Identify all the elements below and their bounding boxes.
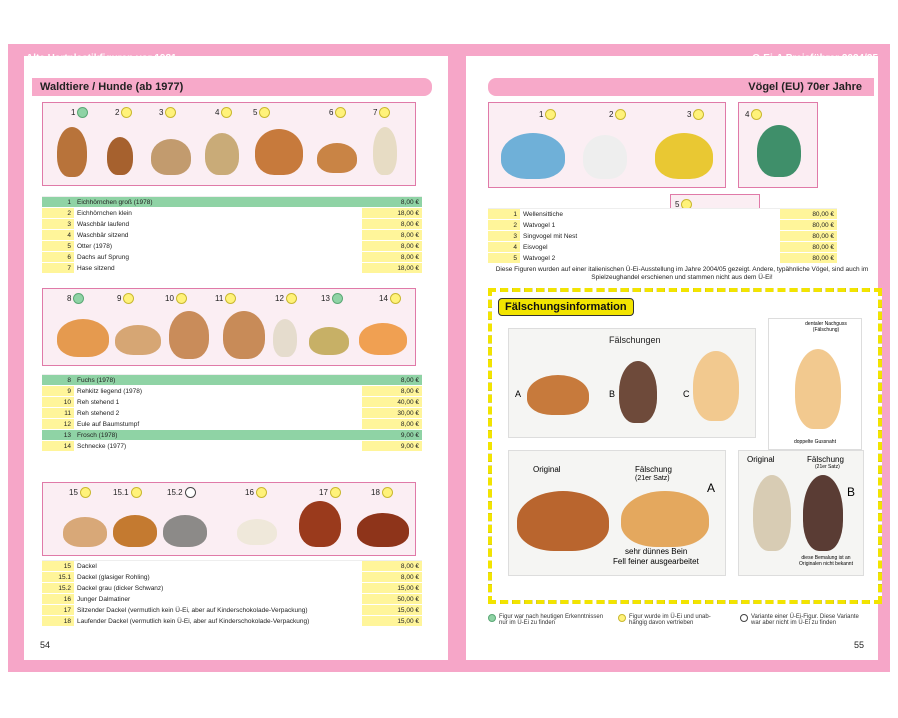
item-name: Eisvogel bbox=[520, 242, 664, 253]
photo-label: 2 bbox=[609, 109, 626, 120]
fake-label-b: B bbox=[609, 389, 616, 399]
item-name: Reh stehend 1 bbox=[74, 397, 362, 408]
item-price: 15,00 € bbox=[362, 605, 422, 616]
item-number: 5 bbox=[42, 241, 74, 252]
item-price: 18,00 € bbox=[362, 208, 422, 219]
item-name: Eichhörnchen groß (1978) bbox=[74, 197, 362, 208]
status-dot-yellow bbox=[330, 487, 341, 498]
photo-label: 15.1 bbox=[113, 487, 142, 498]
figurine-budgies bbox=[501, 133, 565, 179]
legend-text: nur im Ü-Ei zu finden bbox=[499, 620, 556, 626]
table-row bbox=[42, 430, 422, 441]
figurine-dachshund-glassy bbox=[113, 515, 157, 547]
item-name: Singvogel mit Nest bbox=[520, 231, 664, 242]
item-number: 18 bbox=[42, 616, 74, 627]
item-name: Sitzender Dackel (vermutlich kein Ü-Ei, aber auf Kinderschokolade-Verpackung) bbox=[74, 605, 362, 616]
item-price: 8,00 € bbox=[362, 230, 422, 241]
legend-item-white bbox=[740, 614, 878, 626]
status-dot-yellow bbox=[693, 109, 704, 120]
item-price: 15,00 € bbox=[362, 616, 422, 627]
status-dot-yellow bbox=[131, 487, 142, 498]
photo-label: 5 bbox=[675, 199, 692, 210]
photo-label: 12 bbox=[275, 293, 297, 304]
item-price: 8,00 € bbox=[362, 386, 422, 397]
status-dot-yellow bbox=[615, 109, 626, 120]
figurine-kingfisher bbox=[757, 125, 801, 177]
table-row bbox=[488, 209, 837, 220]
figurine-owl-original bbox=[753, 475, 791, 551]
squirrel-fake-label: Fälschung bbox=[635, 465, 672, 474]
owl-fake-letter: B bbox=[847, 485, 856, 499]
status-dot-yellow bbox=[382, 487, 393, 498]
status-dot-yellow bbox=[123, 293, 134, 304]
status-dot-yellow bbox=[80, 487, 91, 498]
fake-c-note-bottom: doppelte Gussnaht bbox=[794, 439, 836, 445]
figurine-deer-standing-2 bbox=[223, 311, 265, 359]
photo-label: 4 bbox=[215, 107, 232, 118]
figurine-snail bbox=[359, 323, 407, 355]
figurine-dalmatian bbox=[237, 519, 277, 545]
item-name: Rehkitz liegend (1978) bbox=[74, 386, 362, 397]
figurine-songbird-nest bbox=[655, 133, 713, 179]
item-price: 9,00 € bbox=[362, 430, 422, 441]
photo-kingfisher bbox=[738, 102, 818, 188]
item-price: 8,00 € bbox=[362, 375, 422, 386]
table-spacer bbox=[664, 220, 780, 231]
fake-info-title: Fälschungsinformation bbox=[498, 298, 634, 316]
price-table-2 bbox=[42, 374, 422, 452]
status-dot-yellow bbox=[225, 293, 236, 304]
photo-label: 9 bbox=[117, 293, 134, 304]
status-dot-green bbox=[332, 293, 343, 304]
photo-label: 1 bbox=[71, 107, 88, 118]
table-row bbox=[42, 616, 422, 627]
photo-label: 3 bbox=[159, 107, 176, 118]
photo-birds-1-3 bbox=[488, 102, 726, 188]
item-name: Watvogel 1 bbox=[520, 220, 664, 231]
legend-dot-white bbox=[740, 614, 748, 622]
item-price: 50,00 € bbox=[362, 594, 422, 605]
squirrel-fake-letter: A bbox=[707, 481, 716, 495]
status-dot-yellow bbox=[286, 293, 297, 304]
figurine-frog bbox=[309, 327, 349, 355]
photo-label: 3 bbox=[687, 109, 704, 120]
table-row bbox=[42, 241, 422, 252]
legend-item-yellow bbox=[618, 614, 738, 626]
table-row bbox=[42, 397, 422, 408]
item-number: 1 bbox=[42, 197, 74, 208]
squirrel-original-label: Original bbox=[533, 465, 561, 474]
item-name: Waschbär sitzend bbox=[74, 230, 362, 241]
photo-label: 6 bbox=[329, 107, 346, 118]
item-number: 3 bbox=[42, 219, 74, 230]
item-name: Hase sitzend bbox=[74, 263, 362, 274]
status-dot-yellow bbox=[390, 293, 401, 304]
item-number: 13 bbox=[42, 430, 74, 441]
figurine-fake-owl bbox=[619, 361, 657, 423]
item-number: 15.1 bbox=[42, 572, 74, 583]
item-number: 17 bbox=[42, 605, 74, 616]
item-number: 3 bbox=[488, 231, 520, 242]
photo-label: 8 bbox=[67, 293, 84, 304]
photo-owl-comparison bbox=[738, 450, 864, 576]
table-row bbox=[42, 219, 422, 230]
item-number: 15 bbox=[42, 561, 74, 572]
owl-fake-label: Fälschung bbox=[807, 455, 844, 464]
item-price: 8,00 € bbox=[362, 561, 422, 572]
item-price: 80,00 € bbox=[780, 253, 837, 264]
table-spacer bbox=[664, 242, 780, 253]
item-price: 40,00 € bbox=[362, 397, 422, 408]
item-number: 14 bbox=[42, 441, 74, 452]
legend-dot-yellow bbox=[618, 614, 626, 622]
right-section-title: Vögel (EU) 70er Jahre bbox=[488, 78, 874, 96]
item-number: 1 bbox=[488, 209, 520, 220]
item-number: 11 bbox=[42, 408, 74, 419]
figurine-raccoon bbox=[151, 139, 191, 175]
photo-label: 2 bbox=[115, 107, 132, 118]
item-number: 12 bbox=[42, 419, 74, 430]
item-name: Dackel (glasiger Rohling) bbox=[74, 572, 362, 583]
table-row bbox=[42, 208, 422, 219]
item-name: Watvogel 2 bbox=[520, 253, 664, 264]
photo-label: 13 bbox=[321, 293, 343, 304]
table-row bbox=[42, 605, 422, 616]
photo-woodland-animals-2 bbox=[42, 288, 416, 366]
squirrel-caption-2: Fell feiner ausgearbeitet bbox=[613, 557, 699, 566]
item-number: 10 bbox=[42, 397, 74, 408]
status-dot-yellow bbox=[165, 107, 176, 118]
figurine-raccoon-sitting bbox=[205, 133, 239, 175]
price-table-birds bbox=[488, 208, 837, 264]
item-price: 8,00 € bbox=[362, 419, 422, 430]
status-dot-yellow bbox=[751, 109, 762, 120]
item-number: 8 bbox=[42, 375, 74, 386]
table-row bbox=[488, 242, 837, 253]
figurine-owl-stump bbox=[273, 319, 297, 357]
table-row bbox=[42, 386, 422, 397]
legend-text: Figur wurde im Ü-Ei und unab- bbox=[629, 614, 711, 620]
legend-text: Variante einer Ü-Ei-Figur. Diese Variante bbox=[751, 614, 859, 620]
table-row bbox=[42, 252, 422, 263]
photo-label: 10 bbox=[165, 293, 187, 304]
item-price: 9,00 € bbox=[362, 441, 422, 452]
table-row bbox=[42, 375, 422, 386]
fake-info-box bbox=[488, 288, 882, 604]
photo-label: 14 bbox=[379, 293, 401, 304]
item-number: 9 bbox=[42, 386, 74, 397]
figurine-squirrel-fake bbox=[621, 491, 709, 547]
item-price: 80,00 € bbox=[780, 209, 837, 220]
photo-squirrel-comparison bbox=[508, 450, 726, 576]
table-row bbox=[42, 408, 422, 419]
item-number: 16 bbox=[42, 594, 74, 605]
photo-label: 11 bbox=[215, 293, 236, 304]
figurine-dachshund-sitting bbox=[299, 501, 341, 547]
figurine-dachshund-walking bbox=[357, 513, 409, 547]
status-dot-yellow bbox=[379, 107, 390, 118]
item-name: Otter (1978) bbox=[74, 241, 362, 252]
item-name: Waschbär laufend bbox=[74, 219, 362, 230]
item-name: Schnecke (1977) bbox=[74, 441, 362, 452]
item-name: Dackel grau (dicker Schwanz) bbox=[74, 583, 362, 594]
page-number-left: 54 bbox=[40, 640, 51, 650]
item-number: 2 bbox=[488, 220, 520, 231]
status-dot-yellow bbox=[121, 107, 132, 118]
item-number: 4 bbox=[488, 242, 520, 253]
item-name: Eichhörnchen klein bbox=[74, 208, 362, 219]
figurine-fake-rabbit-c bbox=[795, 349, 841, 429]
photo-label: 15 bbox=[69, 487, 91, 498]
item-name: Dachs auf Sprung bbox=[74, 252, 362, 263]
photo-label: 5 bbox=[253, 107, 270, 118]
legend-text: war aber nicht im Ü-Ei zu finden bbox=[751, 620, 837, 626]
table-spacer bbox=[664, 231, 780, 242]
figurine-squirrel-original bbox=[517, 491, 609, 551]
fake-label-a: A bbox=[515, 389, 522, 399]
photo-fake-rabbit-c bbox=[768, 318, 862, 450]
item-number: 4 bbox=[42, 230, 74, 241]
table-row bbox=[42, 419, 422, 430]
table-row bbox=[42, 441, 422, 452]
figurine-owl-fake bbox=[803, 475, 843, 551]
status-dot-yellow bbox=[335, 107, 346, 118]
photo-fakes-title: Fälschungen bbox=[609, 335, 661, 345]
figurine-badger bbox=[317, 143, 357, 173]
item-name: Junger Dalmatiner bbox=[74, 594, 362, 605]
owl-caption: diese Bemalung ist an Originalen nicht bekannt bbox=[799, 555, 853, 567]
status-dot-green bbox=[73, 293, 84, 304]
item-name: Wellensittiche bbox=[520, 209, 664, 220]
photo-label: 7 bbox=[373, 107, 390, 118]
table-spacer bbox=[664, 209, 780, 220]
photo-fakes-overview bbox=[508, 328, 756, 438]
table-row bbox=[42, 583, 422, 594]
figurine-dachshund-grey bbox=[163, 515, 207, 547]
item-number: 5 bbox=[488, 253, 520, 264]
figurine-fake-squirrel bbox=[527, 375, 589, 415]
item-price: 8,00 € bbox=[362, 252, 422, 263]
legend-item-green bbox=[488, 614, 612, 626]
item-name: Dackel bbox=[74, 561, 362, 572]
photo-woodland-animals-1 bbox=[42, 102, 416, 186]
figurine-deer-standing-1 bbox=[169, 311, 209, 359]
fake-label-c: C bbox=[683, 389, 690, 399]
price-table-3 bbox=[42, 560, 422, 627]
item-price: 8,00 € bbox=[362, 219, 422, 230]
figurine-fake-rabbit bbox=[693, 351, 739, 421]
item-name: Laufender Dackel (vermutlich kein Ü-Ei, aber auf Kinderschokolade-Verpackung) bbox=[74, 616, 362, 627]
left-section-title: Waldtiere / Hunde (ab 1977) bbox=[32, 78, 432, 96]
left-page bbox=[24, 56, 448, 660]
status-dot-green bbox=[77, 107, 88, 118]
legend-dot-green bbox=[488, 614, 496, 622]
legend-text: hängig davon vertrieben bbox=[629, 620, 694, 626]
table-row bbox=[42, 263, 422, 274]
item-price: 80,00 € bbox=[780, 231, 837, 242]
item-number: 6 bbox=[42, 252, 74, 263]
table-spacer bbox=[664, 253, 780, 264]
status-dot-yellow bbox=[221, 107, 232, 118]
photo-label: 4 bbox=[745, 109, 762, 120]
photo-label: 1 bbox=[539, 109, 556, 120]
right-page bbox=[466, 56, 878, 660]
item-number: 15.2 bbox=[42, 583, 74, 594]
birds-description: Diese Figuren wurden auf einer italienischen Ü-Ei-Ausstellung im Jahre 2004/05 gezeigt. Andere, typähnliche Vögel, sind auch im Spielzeughandel erschienen und stammen nicht aus dem Ü-Ei! bbox=[495, 266, 869, 281]
page-number-right: 55 bbox=[853, 640, 864, 650]
photo-label: 15.2 bbox=[167, 487, 196, 498]
photo-label: 17 bbox=[319, 487, 341, 498]
table-row bbox=[488, 253, 837, 264]
table-row bbox=[42, 561, 422, 572]
photo-label: 16 bbox=[245, 487, 267, 498]
item-price: 18,00 € bbox=[362, 263, 422, 274]
figurine-fawn-lying bbox=[115, 325, 161, 355]
figurine-rabbit bbox=[373, 127, 397, 175]
fake-c-note-top: dentaler Nachguss (Fälschung) bbox=[805, 321, 847, 333]
status-dot-white bbox=[185, 487, 196, 498]
owl-original-label: Original bbox=[747, 455, 775, 464]
figurine-squirrel bbox=[57, 127, 87, 177]
item-name: Reh stehend 2 bbox=[74, 408, 362, 419]
item-price: 8,00 € bbox=[362, 241, 422, 252]
price-table-1 bbox=[42, 196, 422, 274]
item-number: 2 bbox=[42, 208, 74, 219]
legend bbox=[488, 614, 878, 634]
table-row bbox=[488, 220, 837, 231]
book-spread bbox=[8, 44, 890, 672]
item-price: 8,00 € bbox=[362, 572, 422, 583]
status-dot-yellow bbox=[256, 487, 267, 498]
figurine-dachshund bbox=[63, 517, 107, 547]
table-row bbox=[42, 572, 422, 583]
item-price: 80,00 € bbox=[780, 220, 837, 231]
squirrel-fake-sub: (21er Satz) bbox=[635, 475, 670, 482]
item-name: Fuchs (1978) bbox=[74, 375, 362, 386]
squirrel-caption-1: sehr dünnes Bein bbox=[625, 547, 688, 556]
status-dot-yellow bbox=[545, 109, 556, 120]
photo-dogs bbox=[42, 482, 416, 556]
table-row bbox=[42, 197, 422, 208]
owl-fake-sub: (21er Satz) bbox=[815, 464, 840, 470]
item-price: 8,00 € bbox=[362, 197, 422, 208]
legend-text: Figur war nach heutigen Erkenntnissen bbox=[499, 614, 604, 620]
table-row bbox=[42, 230, 422, 241]
figurine-squirrel-small bbox=[107, 137, 133, 175]
item-name: Frosch (1978) bbox=[74, 430, 362, 441]
photo-label: 18 bbox=[371, 487, 393, 498]
item-price: 30,00 € bbox=[362, 408, 422, 419]
status-dot-yellow bbox=[259, 107, 270, 118]
figurine-wader-1 bbox=[583, 135, 627, 179]
figurine-fox bbox=[57, 319, 109, 357]
item-name: Eule auf Baumstumpf bbox=[74, 419, 362, 430]
figurine-otter bbox=[255, 129, 303, 175]
item-price: 80,00 € bbox=[780, 242, 837, 253]
item-number: 7 bbox=[42, 263, 74, 274]
item-price: 15,00 € bbox=[362, 583, 422, 594]
status-dot-yellow bbox=[176, 293, 187, 304]
table-row bbox=[488, 231, 837, 242]
table-row bbox=[42, 594, 422, 605]
